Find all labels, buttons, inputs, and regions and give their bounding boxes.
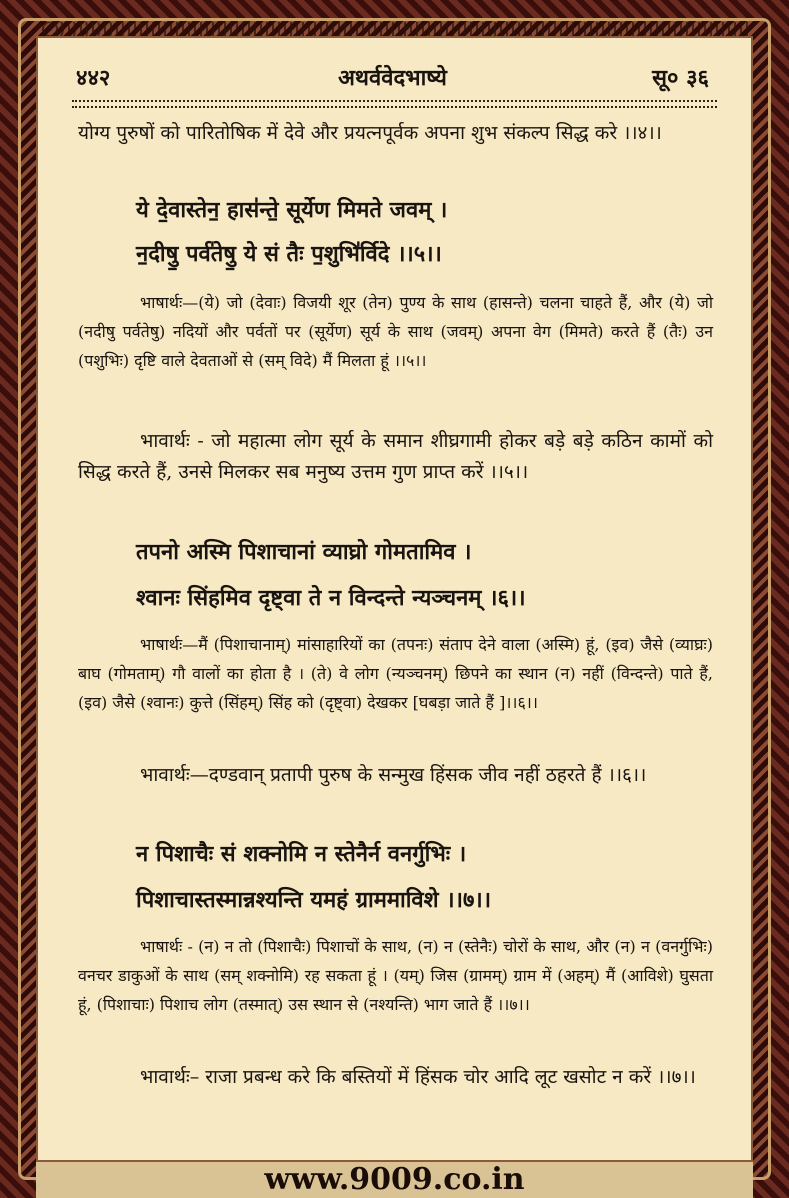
page-title: अथर्ववेदभाष्ये [338,65,447,91]
bhavartha-6: भावार्थः—दण्डवान् प्रतापी पुरुष के सन्मुख हिंसक जीव नहीं ठहरते हैं ।।६।। [140,764,647,786]
mantra-5-line-1: ये दे॒वास्तेन॒ हास॑न्ते॒ सूर्येण मिमते जवम् । [136,197,448,223]
mantra-6-line-1: तपनो अस्मि पिशाचानां व्याघ्रो गोमतामिव । [136,539,472,565]
book-page [36,36,753,1162]
mantra-5-line-2: न॒दीषु॒ पर्व॑तेषु॒ ये सं तैः प॒शुभि॑र्विदे ।।५।। [136,241,442,267]
bhavartha-7: भावार्थः– राजा प्रबन्ध करे कि बस्तियों में हिंसक चोर आदि लूट खसोट न करें ।।७।। [140,1066,696,1088]
bhashartha-6: भाषार्थः—मैं (पिशाचानाम्) मांसाहारियों का (तपनः) संताप देने वाला (अस्मि) हूं, (इव) जैसे (व्याघ्रः) बाघ (गोमताम्) गौ वालों का होता है । (ते) वे लोग (न्यञ्चनम्) छिपने का स्थान (न) नहीं (विन्दन्ते) पाते हैं, (इव) जैसे (श्वानः) कुत्ते (सिंहम्) सिंह को (दृष्ट्वा) देखकर [घबड़ा जाते हैं ]।।६।। [78,635,713,712]
page-number: ४४२ [76,65,111,91]
continuation-text: योग्य पुरुषों को पारितोषिक में देवे और प्रयत्नपूर्वक अपना शुभ संकल्प सिद्ध करे ।।४।। [78,122,662,144]
sukta-number: सू० ३६ [652,65,709,91]
top-ornament [40,22,749,36]
bhashartha-5: भाषार्थः—(ये) जो (देवाः) विजयी शूर (तेन) पुण्य के साथ (हासन्ते) चलना चाहते हैं, और (ये) जो (नदीषु पर्वतेषु) नदियों और पर्वतों पर (सूर्येण) सूर्य के साथ (जवम्) अपना वेग (मिमते) करते हैं (तैः) उन (पशुभिः) दृष्टि वाले देवताओं से (सम् विदे) मैं मिलता हूं ।।५।। [78,293,713,370]
bhavartha-5: भावार्थः - जो महात्मा लोग सूर्य के समान शीघ्रगामी होकर बड़े बड़े कठिन कामों को सिद्ध करते हैं, उनसे मिलकर सब मनुष्य उत्तम गुण प्राप्त करें ।।५।। [78,430,713,483]
page-header [76,62,709,98]
mantra-7-line-2: पिशाचास्तस्मान्नश्यन्ति यमहं ग्राममाविशे ।।७।। [136,887,492,913]
mantra-6-line-2: श्वानः सिंहमिव दृष्ट्वा ते न विन्दन्ते न्यञ्चनम् ।६।। [136,585,526,611]
bhashartha-7: भाषार्थः - (न) न तो (पिशाचैः) पिशाचों के साथ, (न) न (स्तेनैः) चोरों के साथ, और (न) न (वनर्गुभिः) वनचर डाकुओं के साथ (सम् शक्नोमि) रह सकता हूं । (यम्) जिस (ग्रामम्) ग्राम में (अहम्) मैं (आविशे) घुसता हूं, (पिशाचाः) पिशाच लोग (तस्मात्) उस स्थान से (नश्यन्ति) भाग जाते हैं ।।७।। [78,937,713,1014]
watermark-url: www.9009.co.in [264,1162,525,1197]
header-divider [72,100,717,108]
mantra-7-line-1: न पिशाचैः सं शक्नोमि न स्तेनैर्न वनर्गुभिः । [136,841,467,867]
